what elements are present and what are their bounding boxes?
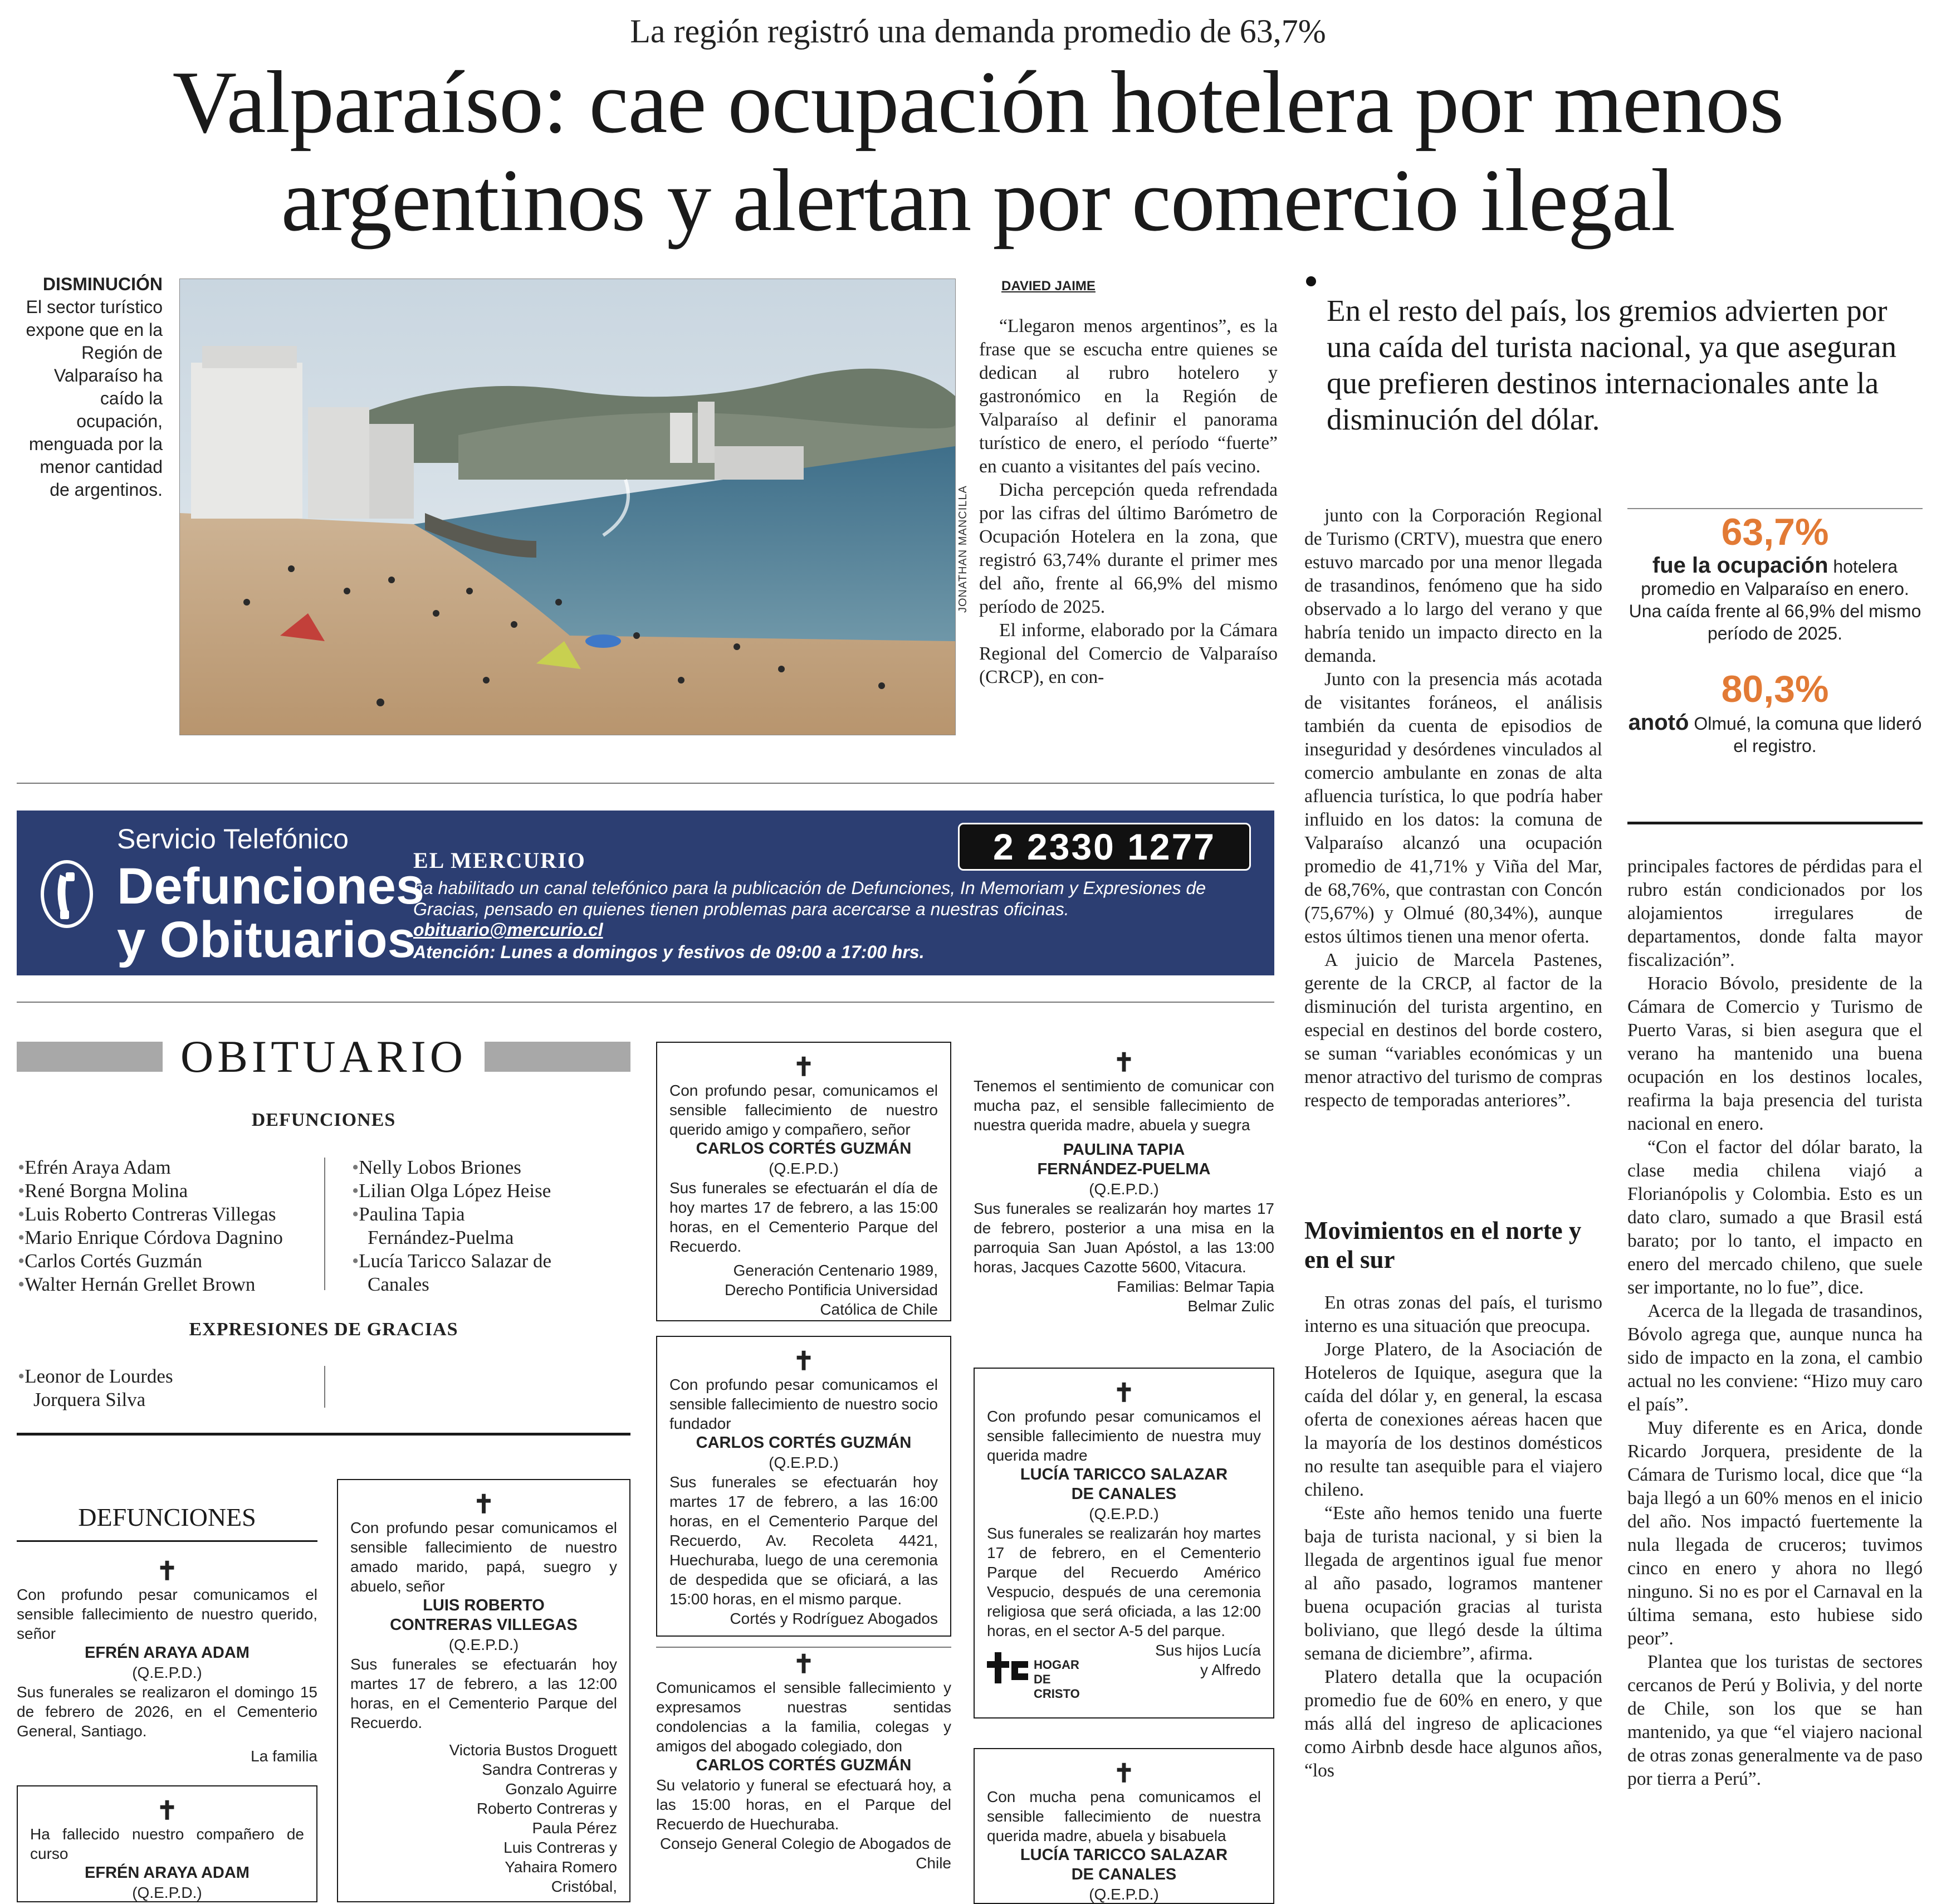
- article-column-1: [979, 315, 1278, 689]
- paragraph: Muy diferente es en Arica, donde Ricardo Jorquera, presidente de la Cámara de Turismo local, dice que “la baja llegó a un 60% menos en el inicio del año. Nos impactó fuertemente la nula llegada de cruceros; tuvimos cinco en enero y ahora no llegó ninguno. Si no es por el Carnaval en la última semana, esto hubiese sido peor”.: [1627, 1418, 1923, 1649]
- list-item-continued: Fernández-Puelma: [368, 1227, 514, 1248]
- cross-icon: ✝: [1113, 1048, 1135, 1077]
- stat-bold: anotó: [1628, 710, 1689, 735]
- paragraph: En otras zonas del país, el turismo interno es una situación que preocupa.: [1304, 1292, 1602, 1336]
- defunciones-rule: [17, 1540, 317, 1542]
- notice-qepd: (Q.E.P.D.): [1089, 1886, 1159, 1903]
- paragraph: principales factores de pérdidas para el rubro están condicionados por los alojamientos irregulares de departamentos, donde falta mayor fiscalización”.: [1627, 856, 1923, 970]
- article-column-2b: [1304, 1291, 1602, 1783]
- stat-value: 80,3%: [1721, 668, 1829, 710]
- notice-signature: Sandra Contreras y: [482, 1761, 617, 1778]
- list-divider: [324, 1158, 325, 1290]
- notice-body: Sus funerales se realizarán hoy martes 17 de febrero, en el Cementerio Parque del Recuerdo Américo Vespucio, después de una ceremonia religiosa que será oficiada, a las 12:00 horas, en el sector A-5 del parque.: [987, 1525, 1261, 1639]
- notice-qepd: (Q.E.P.D.): [132, 1884, 202, 1901]
- notice-body: Sus funerales se efectuarán hoy martes 17 de febrero, a las 12:00 horas, en el Cementerio Parque del Recuerdo.: [350, 1656, 617, 1731]
- notice-signature: Yahaira Romero: [505, 1858, 617, 1876]
- paragraph: Platero detalla que la ocupación promedio fue de 60% en enero, y que más allá del ingreso de aplicaciones como Airbnb desde hace algunos años, “los: [1304, 1667, 1602, 1781]
- paragraph: Plantea que los turistas de sectores cercanos de Perú y Bolivia, y del norte de Chile, son los que se han mantenido, ya que “el viajero nacional de otras zonas generalmente va de paso por tierra a Perú”.: [1627, 1652, 1923, 1789]
- notice-body: Sus funerales se efectuarán hoy martes 17 de febrero, a las 16:00 horas, en el Cementerio Parque del Recuerdo, Av. Recoleta 4421, Huechuraba, luego de una ceremonia de despedida que se oficiará, a las 15:00 horas, en el mismo parque.: [669, 1473, 938, 1608]
- death-notice: [656, 1336, 951, 1637]
- defunciones-section-head: DEFUNCIONES: [78, 1503, 256, 1531]
- cross-icon: ✝: [473, 1490, 495, 1519]
- banner-description: ha habilitado un canal telefónico para la publicación de Defunciones, In Memoriam y Expresiones de Gracias, pensado en quienes tienen problemas para acercarse a nuestras oficinas.: [413, 878, 1206, 919]
- list-item: • Mario Enrique Córdova Dagnino: [18, 1226, 330, 1249]
- cross-icon: ✝: [793, 1052, 815, 1081]
- banner-title-small: Servicio Telefónico: [117, 823, 349, 855]
- list-item: • Carlos Cortés Guzmán: [18, 1249, 330, 1273]
- stat-bold: fue la ocupación: [1652, 553, 1828, 578]
- banner-phone-number: 2 2330 1277: [958, 823, 1251, 871]
- notice-signature: Consejo General Colegio de Abogados de: [659, 1835, 951, 1852]
- article-column-3: [1627, 855, 1923, 1791]
- section-divider: [17, 783, 1274, 784]
- notice-qepd: (Q.E.P.D.): [769, 1454, 839, 1471]
- notice-signature: Cristóbal,: [551, 1878, 617, 1895]
- notice-text: Con profundo pesar comunicamos el sensible fallecimiento de nuestro socio fundador: [669, 1376, 938, 1432]
- notice-name: CONTRERAS VILLEGAS: [390, 1616, 578, 1634]
- list-item-continued: Jorquera Silva: [33, 1389, 146, 1410]
- hogar-de-cristo-icon: [987, 1650, 1031, 1686]
- paragraph: Horacio Bóvolo, presidente de la Cámara de Comercio y Turismo de Puerto Varas, si bien asegura que el verano ha mantenido una buena ocupación en los destinos locales, reafirma la baja presencia del turista nacional en enero.: [1627, 973, 1923, 1134]
- banner-email-link[interactable]: obituario@mercurio.cl: [413, 920, 603, 940]
- photo-credit: JONATHAN MANCILLA: [957, 485, 969, 613]
- list-item: • Paulina Tapia: [352, 1203, 630, 1226]
- notice-name: CARLOS CORTÉS GUZMÁN: [696, 1434, 912, 1452]
- defunciones-list-left: [18, 1156, 330, 1296]
- stats-box: [1627, 510, 1923, 757]
- paragraph: Jorge Platero, de la Asociación de Hoteleros de Iquique, asegura que la caída del dólar y, en general, la escasa oferta de conexiones aéreas hacen que la mayoría de los destinos domésticos no resulte tan asequible para el viajero chileno.: [1304, 1339, 1602, 1500]
- banner-title-line: y Obituarios: [117, 911, 416, 968]
- death-notice: [17, 1557, 317, 1766]
- notice-signature: Luis Contreras y: [503, 1839, 617, 1856]
- notice-text: Comunicamos el sensible fallecimiento y expresamos nuestras sentidas condolencias a la familia, colegas y amigos del abogado colegiado, don: [656, 1679, 951, 1755]
- logo-text: HOGAR: [1034, 1658, 1079, 1672]
- notice-name: DE CANALES: [1071, 1485, 1177, 1503]
- notice-signature: Familias: Belmar Tapia: [1117, 1278, 1274, 1295]
- notice-qepd: (Q.E.P.D.): [1089, 1505, 1159, 1522]
- obituario-bar-right: [485, 1042, 630, 1072]
- list-item: • Lilian Olga López Heise: [352, 1179, 630, 1203]
- defunciones-list-head: DEFUNCIONES: [251, 1110, 396, 1130]
- stat-desc: Olmué, la comuna que lideró el registro.: [1694, 714, 1922, 756]
- notice-text: Con profundo pesar, comunicamos el sensible fallecimiento de nuestro querido amigo y compañero, señor: [669, 1082, 938, 1138]
- list-item: • Luis Roberto Contreras Villegas: [18, 1203, 330, 1226]
- banner-title-big: [117, 860, 424, 966]
- death-notice: [656, 1650, 951, 1873]
- list-item: • Leonor de Lourdes: [18, 1365, 319, 1388]
- subhead: Movimientos en el norte y en el sur: [1304, 1217, 1582, 1273]
- logo-text: DE CRISTO: [1034, 1672, 1080, 1701]
- notice-qepd: (Q.E.P.D.): [132, 1664, 202, 1681]
- notice-signature: Generación Centenario 1989,: [733, 1262, 938, 1279]
- stats-bottom-rule: [1627, 822, 1923, 824]
- notice-signature: Católica de Chile: [820, 1301, 938, 1318]
- notice-signature: y Alfredo: [1200, 1661, 1261, 1678]
- cross-icon: ✝: [793, 1649, 815, 1678]
- list-item: • René Borgna Molina: [18, 1179, 330, 1203]
- photo-caption: [17, 273, 163, 501]
- death-notice: [974, 1368, 1274, 1719]
- caption-title: DISMINUCIÓN: [42, 274, 163, 294]
- notice-signature: Chile: [916, 1854, 951, 1872]
- stats-top-rule: [1627, 508, 1923, 509]
- notice-qepd: (Q.E.P.D.): [769, 1160, 839, 1177]
- notice-text: Con mucha pena comunicamos el sensible fallecimiento de nuestra querida madre, abuela y bisabuela: [987, 1788, 1261, 1844]
- obituario-bar-left: [17, 1042, 163, 1072]
- paragraph: Acerca de la llegada de trasandinos, Bóvolo agrega que, aunque nunca ha sido de impacto en la zona, el cambio actual no les conviene: “Hizo muy caro el país”.: [1627, 1301, 1923, 1415]
- paragraph: “Con el factor del dólar barato, la clase media chilena viajó a Florianópolis y Colombia. Esto es un dato claro, sumado a que Brasil está barato; por lo tanto, el impacto en enero del mercado chileno, que suele ser importante, no lo fue”, dice.: [1627, 1137, 1923, 1298]
- notice-signature: Derecho Pontificia Universidad: [725, 1281, 938, 1298]
- headline: [0, 53, 1956, 249]
- notice-signature: Sus hijos Lucía: [1155, 1642, 1261, 1659]
- gracias-list: [18, 1365, 319, 1412]
- cross-icon: ✝: [1113, 1759, 1135, 1788]
- notice-qepd: (Q.E.P.D.): [1089, 1180, 1159, 1198]
- list-item: • Lucía Taricco Salazar de: [352, 1249, 630, 1273]
- article-column-2: [1304, 504, 1602, 1112]
- notice-name: CARLOS CORTÉS GUZMÁN: [696, 1756, 912, 1774]
- notice-signature: La familia: [251, 1747, 317, 1765]
- list-item-continued: Canales: [368, 1273, 429, 1295]
- death-notice: [337, 1479, 630, 1902]
- notice-text: Con profundo pesar comunicamos el sensible fallecimiento de nuestra muy querida madre: [987, 1408, 1261, 1464]
- death-notice: [17, 1785, 317, 1902]
- notice-text: Ha fallecido nuestro compañero de curso: [30, 1825, 304, 1862]
- caption-text: El sector turístico expone que en la Región de Valparaíso ha caído la ocupación, menguada por la menor cantidad de argentinos.: [26, 297, 163, 500]
- phone-icon: [39, 858, 95, 930]
- byline: DAVIED JAIME: [1001, 279, 1096, 294]
- stat-desc: hotelera promedio en Valparaíso en enero. Una caída frente al 66,9% del mismo período de 2025.: [1629, 556, 1921, 643]
- notice-name: CARLOS CORTÉS GUZMÁN: [696, 1140, 912, 1158]
- paragraph: Dicha percepción queda refrendada por las cifras del último Barómetro de Ocupación Hotelera en la zona, que registró 63,74% durante el primer mes del año, frente al 66,9% del mismo período de 2025.: [979, 480, 1278, 617]
- death-notice: [974, 1748, 1274, 1904]
- cross-icon: ✝: [156, 1796, 178, 1825]
- paragraph: “Llegaron menos argentinos”, es la frase que se escucha entre quienes se dedican al rubro hotelero y gastronómico en la Región de Valparaíso al definir el panorama turístico de enero, el período “fuerte” en cuanto a visitantes del país vecino.: [979, 316, 1278, 477]
- paragraph: A juicio de Marcela Pastenes, gerente de la CRCP, al factor de la disminución del turista argentino, en especial en destinos del borde costero, se suman “variables económicas y un menor atractivo del turismo de compras respecto de temporadas anteriores”.: [1304, 950, 1602, 1111]
- notice-body: Sus funerales se realizaron el domingo 15 de febrero de 2026, en el Cementerio General, Santiago.: [17, 1683, 317, 1740]
- notice-body: Sus funerales se efectuarán el día de hoy martes 17 de febrero, a las 15:00 horas, en el Cementerio Parque del Recuerdo.: [669, 1179, 938, 1255]
- section-divider: [17, 1002, 1274, 1003]
- notice-name: EFRÉN ARAYA ADAM: [85, 1864, 250, 1882]
- banner-title-line: Defunciones: [117, 858, 425, 915]
- stat-value: 63,7%: [1721, 511, 1829, 553]
- notice-signature: Victoria Bustos Droguett: [449, 1741, 617, 1759]
- notice-name: LUIS ROBERTO: [423, 1597, 545, 1614]
- cross-icon: ✝: [1113, 1378, 1135, 1407]
- banner-brand: EL MERCURIO: [413, 848, 586, 873]
- cross-icon: ✝: [793, 1346, 815, 1375]
- paragraph: Junto con la presencia más acotada de visitantes foráneos, el análisis también da cuenta de episodios de inseguridad y desórdenes vinculados al comercio ambulante en zonas de alta afluencia turística, lo que podría haber influido en los datos: la comuna de Valparaíso alcanzó una ocupación promedio de 41,71% y Viña del Mar, de 68,76%, que contrastan con Concón (75,67%) y Olmué (80,34%), aunque estos últimos tienen una menor oferta.: [1304, 669, 1602, 947]
- list-item: • Nelly Lobos Briones: [352, 1156, 630, 1179]
- notice-divider: [656, 1647, 951, 1648]
- notice-name: LUCÍA TARICCO SALAZAR: [1020, 1466, 1228, 1483]
- notice-text: Tenemos el sentimiento de comunicar con mucha paz, el sensible fallecimiento de nuestra querida madre, abuela y suegra: [974, 1077, 1274, 1134]
- defunciones-list-right: [352, 1156, 630, 1296]
- stat-text: [1627, 554, 1923, 645]
- notice-body: Sus funerales se realizarán hoy martes 17 de febrero, posterior a una misa en la parroquia San Juan Apóstol, a las 13:00 horas, Jacques Cazotte 5600, Vitacura.: [974, 1200, 1274, 1276]
- list-item: • Efrén Araya Adam: [18, 1156, 330, 1179]
- notice-signature: Roberto Contreras y: [476, 1800, 617, 1817]
- dek: En el resto del país, los gremios advierten por una caída del turista nacional, ya que aseguran que prefieren destinos internacionales ante la disminución del dólar.: [1327, 294, 1897, 436]
- notice-body: Su velatorio y funeral se efectuará hoy, a las 15:00 horas, en el Parque del Recuerdo de Huechuraba.: [656, 1776, 951, 1833]
- notice-name: EFRÉN ARAYA ADAM: [85, 1644, 250, 1662]
- notice-signature: Cortés y Rodríguez Abogados: [730, 1610, 938, 1627]
- paragraph: El informe, elaborado por la Cámara Regional del Comercio de Valparaíso (CRCP), en con-: [979, 620, 1278, 687]
- bullet-icon: [1306, 276, 1316, 286]
- notice-qepd: (Q.E.P.D.): [448, 1636, 519, 1653]
- gracias-list-head: EXPRESIONES DE GRACIAS: [189, 1319, 458, 1340]
- beach-photo-image: [180, 279, 955, 735]
- kicker: La región registró una demanda promedio de 63,7%: [630, 13, 1326, 50]
- obituary-service-banner: [17, 811, 1274, 975]
- hogar-de-cristo-logo: [987, 1650, 1098, 1701]
- notice-text: Con profundo pesar comunicamos el sensible fallecimiento de nuestro querido, señor: [17, 1586, 317, 1642]
- paragraph: “Este año hemos tenido una fuerte baja de turista nacional, y si bien la llegada de argentinos igual fue menor al año pasado, logramos mantener buena ocupación gracias al turista boliviano, que llegó desde la última semana de diciembre”, afirma.: [1304, 1503, 1602, 1664]
- notice-name: PAULINA TAPIA: [1063, 1141, 1185, 1159]
- notice-signature: Gonzalo Aguirre: [505, 1780, 617, 1798]
- notice-text: Con profundo pesar comunicamos el sensible fallecimiento de nuestro amado marido, papá, suegro y abuelo, señor: [350, 1519, 617, 1595]
- notice-name: FERNÁNDEZ-PUELMA: [1037, 1160, 1211, 1178]
- list-item: • Walter Hernán Grellet Brown: [18, 1273, 330, 1296]
- beach-photo: [179, 279, 956, 735]
- stat-text: [1627, 711, 1923, 757]
- obituario-bottom-rule: [17, 1433, 630, 1436]
- headline-line-2: argentinos y alertan por comercio ilegal: [281, 150, 1675, 250]
- headline-line-1: Valparaíso: cae ocupación hotelera por menos: [172, 52, 1784, 152]
- list-divider: [324, 1366, 325, 1408]
- notice-signature: Belmar Zulic: [1187, 1297, 1274, 1315]
- notice-name: DE CANALES: [1071, 1866, 1177, 1883]
- banner-hours: Atención: Lunes a domingos y festivos de 09:00 a 17:00 hrs.: [413, 942, 925, 962]
- obituario-title: OBITUARIO: [180, 1031, 467, 1082]
- death-notice: [974, 1048, 1274, 1316]
- notice-signature: Paula Pérez: [532, 1819, 617, 1837]
- paragraph: junto con la Corporación Regional de Turismo (CRTV), muestra que enero estuvo marcado por una menor llegada de trasandinos, fenómeno que ha sido observado a lo largo del verano y que habría tenido un impacto directo en la demanda.: [1304, 505, 1602, 666]
- notice-name: LUCÍA TARICCO SALAZAR: [1020, 1846, 1228, 1864]
- death-notice: [656, 1042, 951, 1321]
- cross-icon: ✝: [156, 1556, 178, 1585]
